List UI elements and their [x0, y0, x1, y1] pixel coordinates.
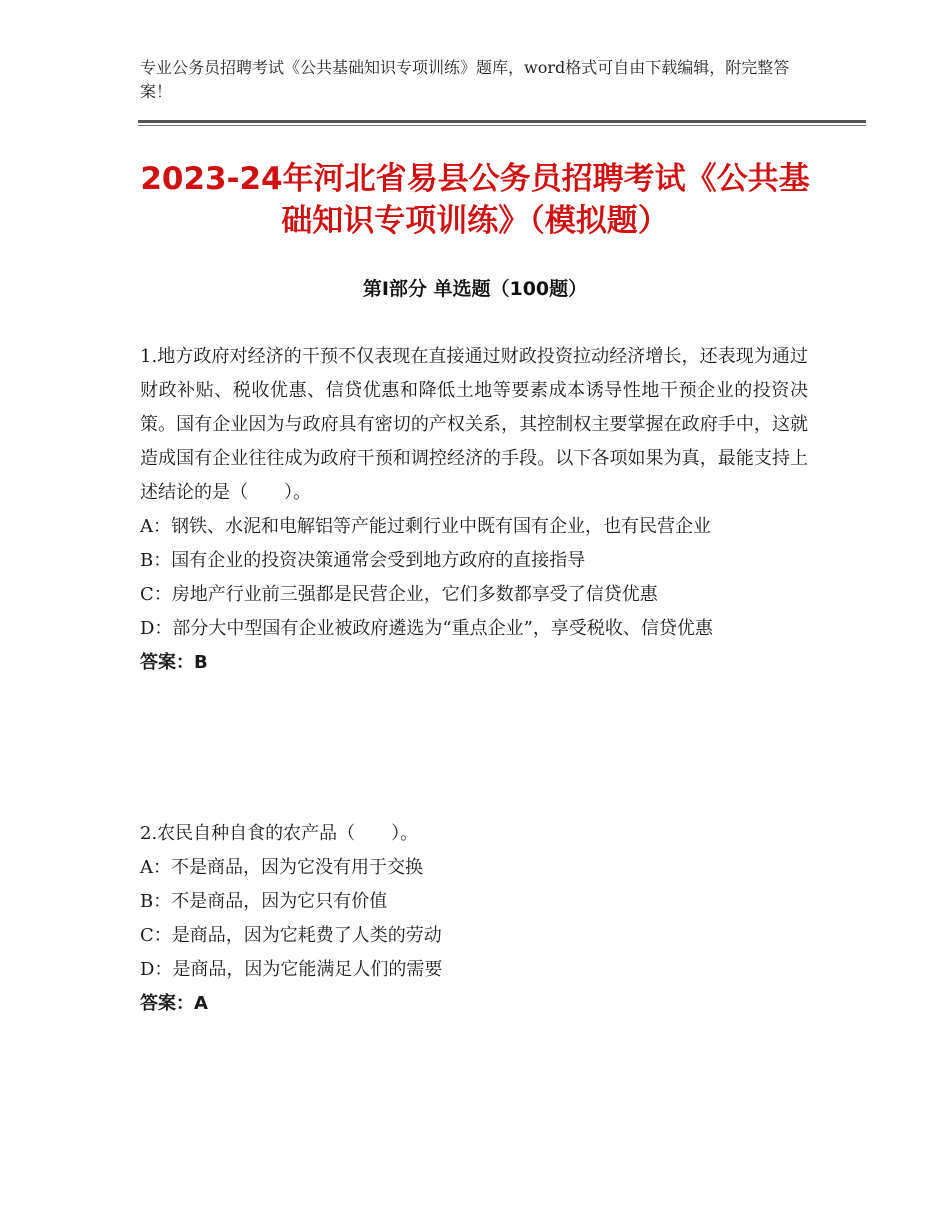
- option-b: B：国有企业的投资决策通常会受到地方政府的直接指导: [140, 550, 586, 571]
- option-c: C：是商品，因为它耗费了人类的劳动: [140, 925, 442, 946]
- question-2: [140, 817, 808, 1021]
- option-d: D：部分大中型国有企业被政府遴选为“重点企业”，享受税收、信贷优惠: [140, 618, 713, 639]
- option-a: A：不是商品，因为它没有用于交换: [140, 857, 423, 878]
- option-d: D：是商品，因为它能满足人们的需要: [140, 959, 443, 980]
- question-1: [140, 340, 808, 680]
- option-c: C：房地产行业前三强都是民营企业，它们多数都享受了信贷优惠: [140, 584, 658, 605]
- question-stem: 2.农民自种自食的农产品（ ）。: [140, 823, 419, 844]
- section-heading: 第Ⅰ部分 单选题（100题）: [362, 278, 588, 300]
- option-b: B：不是商品，因为它只有价值: [140, 891, 388, 912]
- answer-label: 答案：A: [140, 993, 208, 1014]
- question-stem: 1.地方政府对经济的干预不仅表现在直接通过财政投资拉动经济增长，还表现为通过财政补贴、税收优惠、信贷优惠和降低土地等要素成本诱导性地干预企业的投资决策。国有企业因为与政府具有密切的产权关系，其控制权主要掌握在政府手中，这就造成国有企业往往成为政府干预和调控经济的手段。以下各项如果为真，最能支持上述结论的是（ ）。: [140, 346, 808, 503]
- header-divider-thin: [138, 125, 866, 126]
- header-divider-thick: [138, 120, 866, 123]
- header-note: 专业公务员招聘考试《公共基础知识专项训练》题库，word格式可自由下载编辑，附完整答案！: [140, 58, 790, 101]
- option-a: A：钢铁、水泥和电解铝等产能过剩行业中既有国有企业，也有民营企业: [140, 516, 711, 537]
- answer-label: 答案：B: [140, 652, 208, 673]
- document-title: 2023-24年河北省易县公务员招聘考试《公共基础知识专项训练》（模拟题）: [140, 161, 810, 239]
